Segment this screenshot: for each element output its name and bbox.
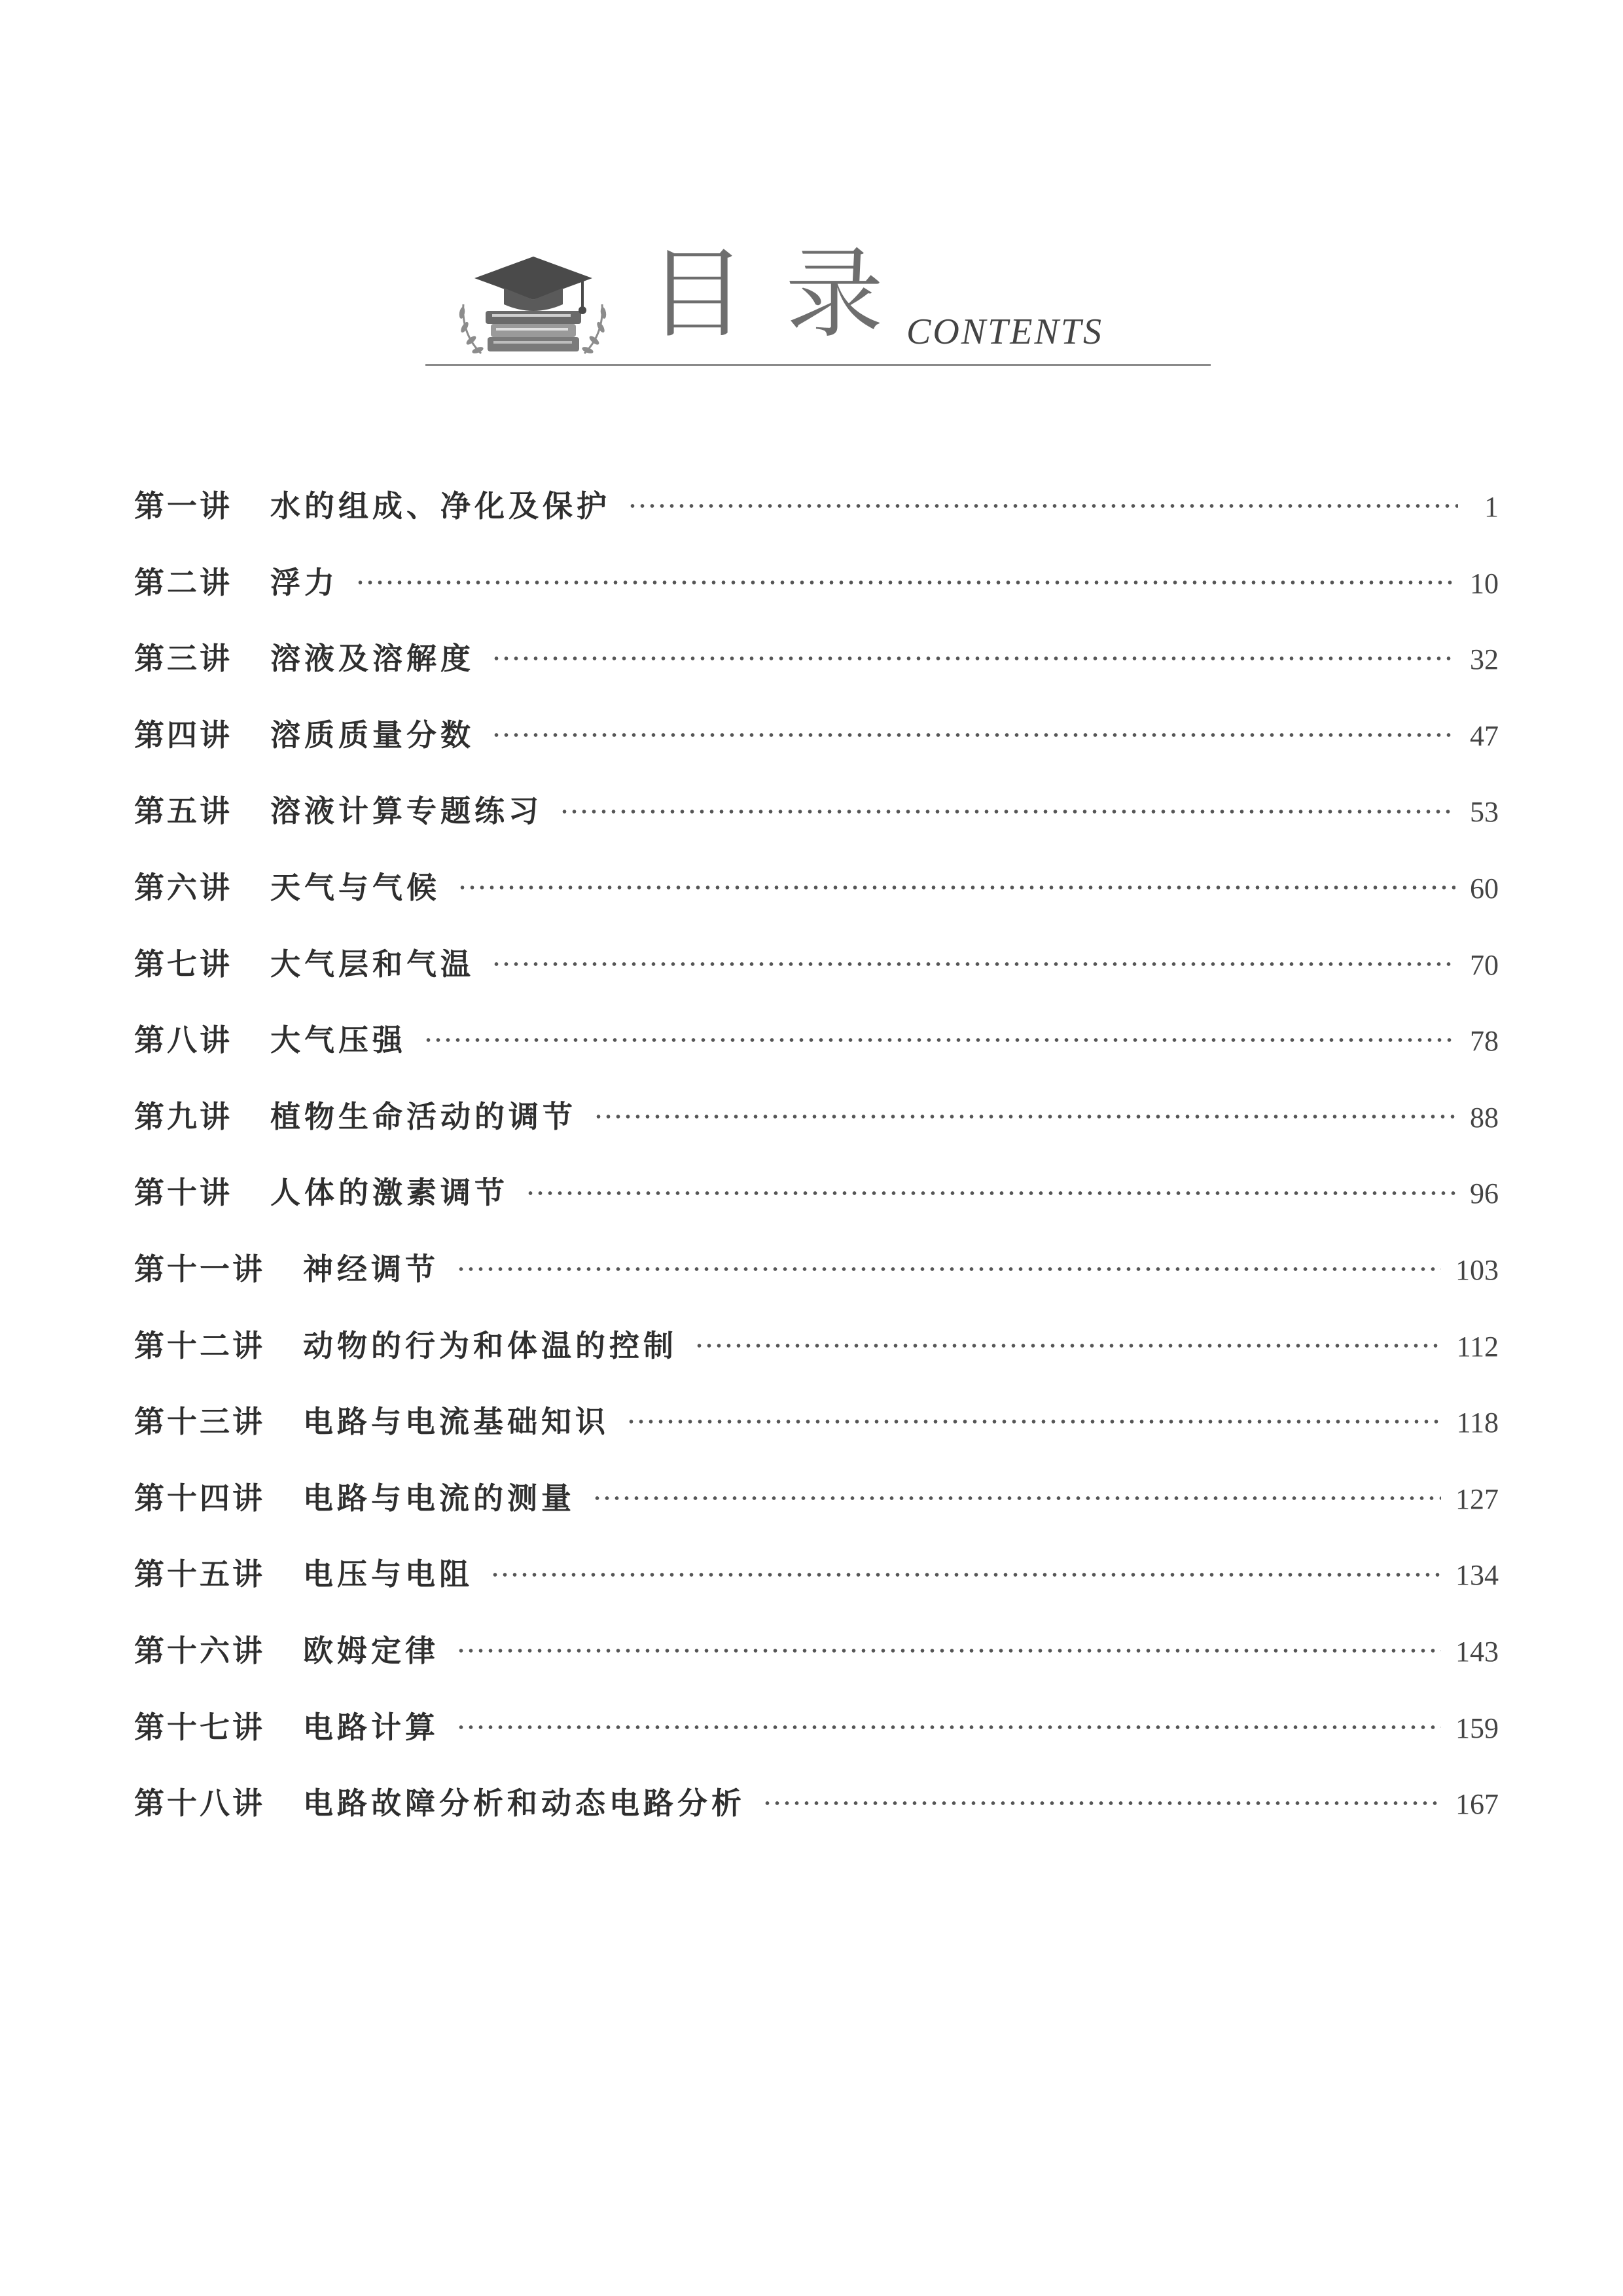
page-number: 32 bbox=[1470, 643, 1499, 676]
lecture-number: 第一讲 bbox=[134, 488, 232, 524]
lecture-topic: 水的组成、净化及保护 bbox=[270, 488, 611, 524]
page-number: 78 bbox=[1470, 1025, 1499, 1058]
lecture-number: 第十一讲 bbox=[134, 1251, 265, 1287]
lecture-topic: 溶液计算专题练习 bbox=[270, 793, 543, 829]
toc-entry[interactable] bbox=[134, 1460, 1499, 1537]
lecture-topic: 大气压强 bbox=[270, 1022, 406, 1058]
dot-leader bbox=[423, 1037, 1455, 1043]
page-number: 10 bbox=[1470, 567, 1499, 600]
toc-entry[interactable] bbox=[134, 1765, 1499, 1842]
lecture-topic: 溶液及溶解度 bbox=[270, 641, 474, 677]
lecture-topic: 电路故障分析和动态电路分析 bbox=[303, 1785, 745, 1821]
page-number: 127 bbox=[1455, 1482, 1499, 1515]
lecture-topic: 天气与气候 bbox=[270, 869, 440, 905]
toc-entry[interactable] bbox=[134, 926, 1499, 1003]
contents-header bbox=[425, 236, 1211, 373]
graduation-cap-books-icon bbox=[452, 242, 615, 367]
dot-leader bbox=[560, 808, 1455, 815]
header-rule bbox=[425, 364, 1211, 366]
lecture-number: 第十三讲 bbox=[134, 1404, 265, 1440]
dot-leader bbox=[491, 961, 1455, 967]
toc-entry[interactable] bbox=[134, 1079, 1499, 1155]
title-cn: 目录 bbox=[648, 238, 923, 351]
dot-leader bbox=[762, 1800, 1441, 1806]
dot-leader bbox=[491, 655, 1455, 662]
dot-leader bbox=[626, 1418, 1442, 1425]
page-number: 143 bbox=[1455, 1635, 1499, 1668]
lecture-topic: 浮力 bbox=[270, 564, 338, 600]
dot-leader bbox=[457, 884, 1455, 891]
toc-entry[interactable] bbox=[134, 1231, 1499, 1308]
toc-entry[interactable] bbox=[134, 1002, 1499, 1079]
page-number: 60 bbox=[1470, 872, 1499, 905]
toc-entry[interactable] bbox=[134, 1155, 1499, 1231]
lecture-topic: 植物生命活动的调节 bbox=[270, 1098, 577, 1134]
dot-leader bbox=[592, 1495, 1441, 1501]
lecture-topic: 动物的行为和体温的控制 bbox=[303, 1327, 677, 1363]
dot-leader bbox=[694, 1342, 1442, 1349]
page-number: 112 bbox=[1456, 1330, 1499, 1363]
lecture-topic: 欧姆定律 bbox=[303, 1632, 439, 1668]
dot-leader bbox=[594, 1113, 1455, 1120]
toc-entry[interactable] bbox=[134, 697, 1499, 774]
lecture-topic: 电路计算 bbox=[303, 1709, 439, 1745]
lecture-number: 第三讲 bbox=[134, 641, 232, 677]
table-of-contents bbox=[134, 468, 1499, 1842]
page-number: 53 bbox=[1470, 796, 1499, 829]
lecture-topic: 电路与电流基础知识 bbox=[303, 1404, 609, 1440]
dot-leader bbox=[628, 503, 1458, 509]
lecture-topic: 人体的激素调节 bbox=[270, 1175, 508, 1211]
lecture-number: 第十四讲 bbox=[134, 1480, 265, 1516]
lecture-number: 第十六讲 bbox=[134, 1632, 265, 1668]
lecture-topic: 大气层和气温 bbox=[270, 946, 474, 982]
lecture-number: 第八讲 bbox=[134, 1022, 232, 1058]
lecture-topic: 神经调节 bbox=[303, 1251, 439, 1287]
lecture-topic: 电路与电流的测量 bbox=[303, 1480, 575, 1516]
lecture-number: 第十五讲 bbox=[134, 1556, 265, 1592]
lecture-number: 第四讲 bbox=[134, 717, 232, 753]
toc-entry[interactable] bbox=[134, 468, 1499, 545]
dot-leader bbox=[456, 1266, 1441, 1272]
toc-entry[interactable] bbox=[134, 850, 1499, 926]
dot-leader bbox=[456, 1647, 1441, 1654]
toc-entry[interactable] bbox=[134, 620, 1499, 697]
toc-entry[interactable] bbox=[134, 1308, 1499, 1384]
toc-entry[interactable] bbox=[134, 1613, 1499, 1689]
lecture-number: 第十讲 bbox=[134, 1175, 232, 1211]
lecture-number: 第五讲 bbox=[134, 793, 232, 829]
lecture-number: 第十二讲 bbox=[134, 1327, 265, 1363]
page-number: 1 bbox=[1484, 491, 1499, 523]
lecture-number: 第二讲 bbox=[134, 564, 232, 600]
dot-leader bbox=[490, 1571, 1441, 1578]
lecture-number: 第十七讲 bbox=[134, 1709, 265, 1745]
lecture-number: 第十八讲 bbox=[134, 1785, 265, 1821]
dot-leader bbox=[491, 732, 1455, 738]
page-number: 70 bbox=[1470, 948, 1499, 981]
page-number: 47 bbox=[1470, 719, 1499, 752]
toc-entry[interactable] bbox=[134, 1384, 1499, 1460]
page-number: 88 bbox=[1470, 1101, 1499, 1134]
dot-leader bbox=[526, 1190, 1455, 1196]
lecture-topic: 电压与电阻 bbox=[303, 1556, 473, 1592]
title-en: CONTENTS bbox=[906, 312, 1103, 352]
page-number: 103 bbox=[1455, 1253, 1499, 1286]
toc-entry[interactable] bbox=[134, 1536, 1499, 1613]
toc-entry[interactable] bbox=[134, 1689, 1499, 1766]
toc-entry[interactable] bbox=[134, 773, 1499, 850]
lecture-number: 第九讲 bbox=[134, 1098, 232, 1134]
lecture-topic: 溶质质量分数 bbox=[270, 717, 474, 753]
page-number: 96 bbox=[1470, 1177, 1499, 1210]
dot-leader bbox=[456, 1724, 1441, 1731]
dot-leader bbox=[355, 579, 1455, 586]
page-number: 134 bbox=[1455, 1559, 1499, 1592]
lecture-number: 第六讲 bbox=[134, 869, 232, 905]
page-number: 167 bbox=[1455, 1788, 1499, 1821]
page-number: 118 bbox=[1456, 1407, 1499, 1439]
toc-entry[interactable] bbox=[134, 545, 1499, 621]
lecture-number: 第七讲 bbox=[134, 946, 232, 982]
page-number: 159 bbox=[1455, 1712, 1499, 1744]
